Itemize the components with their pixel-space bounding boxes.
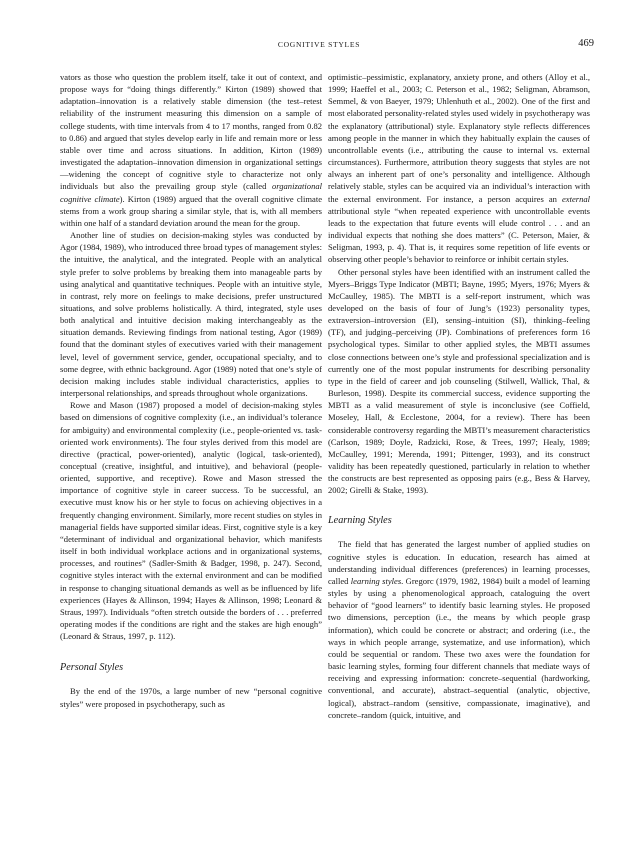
paragraph: Another line of studies on decision-making styles was conducted by Agor (1984, 1989), who introduced three broad types of management styles: the intuitive, the analytical, and the integrated. People with an analytical style prefer to solve problems by breaking them into manageable parts by using analytical and quantitative techniques. People with an intuitive style, in contrast, rely more on feelings to make decisions, prefer unstructured situations, and solve problems holistically. A third, integrated, style uses both analytical and intuitive decision making interchangeably as the situation demands. Reviewing findings from national testing, Agor (1989) found that the dominant styles of executives varied with their management level, level of government service, gender, occupational specialty, and to some degree, with ethnic background. Agor (1989) noted that one’s style of decision making includes stable individual characteristics, applies to interpersonal relationships, and spreads throughout whole organizations. <box>60 230 322 399</box>
emphasis: external <box>561 193 590 204</box>
left-column <box>60 71 322 710</box>
emphasis: learning styles <box>350 575 402 586</box>
paragraph: Other personal styles have been identified with an instrument called the Myers–Briggs Type Indicator (MBTI; Bayne, 1995; Myers, 1976; Myers & McCaulley, 1985). The MBTI is a self-report instrument, which was developed on the basis of four of Jung’s (1923) personality types, extraversion–introversion (EI), sensing–intuition (SI), thinking–feeling (TF), and judging–perceiving (JP). Combinations of preferences form 16 psychological types. Similar to other applied styles, the MBTI assumes close connections between one’s style and professional specialization and is currently one of the most popular instruments for describing personality type in the field of career and job counseling (Stilwell, Wallick, Thal, & Burleson, 1998). Despite its commercial success, evidence supporting the MBTI as a valid measurement of style is inconclusive (see Coffield, Moseley, Hall, & Ecclestone, 2004, for a review). There has been considerable controversy regarding the MBTI’s measurement characteristics (Carlson, 1989; Doyle, Radzicki, Rose, & Trees, 1997; Healy, 1989; McCaulley, 1991; Merenda, 1991; Pittenger, 1993), and its construct validity has been repeatedly questioned, particularly in relation to whether the constructs are best represented as opposing pairs (e.g., Bess & Harvey, 2002; Girelli & Stake, 1993). <box>328 266 590 496</box>
section-heading: Personal Styles <box>60 662 124 674</box>
emphasis: organizational cognitive climate <box>60 181 322 204</box>
running-head: COGNITIVE STYLES <box>277 40 361 49</box>
right-column <box>328 71 590 721</box>
section-heading: Learning Styles <box>328 515 392 527</box>
page-number: 469 <box>578 38 594 49</box>
paragraph: Rowe and Mason (1987) proposed a model of decision-making styles based on dimensions of cognitive complexity (i.e., an individual’s tolerance for ambiguity) and environmental complexity (i.e., people-oriented vs. task-oriented work environments). The four styles derived from this model are directive (practical, power-oriented), analytic (logical, task-oriented), conceptual (creative, insightful, and intuitive), and behavioral (people-oriented, supportive, and receptive). Rowe and Mason stressed the importance of cognitive style in career success. To be successful, an executive must know his or her style to focus on achieving objectives in a frequently changing environment. Similarly, more recent studies on styles in managerial fields have supported similar ideas. First, cognitive style is a key “determinant of individual and organizational behavior, which manifests itself in both individual workplace actions and in organizational systems, processes, and routines” (Sadler-Smith & Badger, 1998, p. 247). Second, cognitive styles interact with the external environment and can be modified in response to changing situational demands as well as be influenced by life experiences (Hayes & Allinson, 1994; Hayes & Allinson, 1998; Leonard & Straus, 1997). Individuals “often stretch outside the borders of . . . preferred operating modes if the conditions are right and the stakes are high enough” (Leonard & Straus, 1997, p. 112). <box>60 400 322 642</box>
paragraph: optimistic–pessimistic, explanatory, anxiety prone, and others (Alloy et al., 1999; Haeffel et al., 2003; C. Peterson et al., 1982; Seligman, Abramson, Semmel, & von Baeyer, 1979; Uhlenhuth et al., 2002). One of the first and most elaborated personality-related styles used widely in psychotherapy was the explanatory (attributional) style. Explanatory style reflects differences among people in the manner in which they habitually explain the causes of uncontrollable events (i.e., attributing the cause to internal vs. external circumstances). Furthermore, attribution theory suggests that styles are not always an inherent part of one’s personality and intelligence. Although relatively stable, styles can be acquired via an individual’s interaction with the external environment. For instance, a person acquires an external attributional style “when repeated experience with uncontrollable events leads to the expectation that future events will elude control . . . and an individual expects that nothing she does matters” (C. Peterson, Maier, & Seligman, 1993, p. 4). That is, it requires some repetition of life events or observing other people’s behavior to reinforce or inhibit certain styles. <box>328 72 590 265</box>
paragraph: vators as those who question the problem itself, take it out of context, and propose ways for “doing things differently.” Kirton (1989) showed that adaptation–innovation is a relatively stable dimension (the test–retest reliability of the instrument measuring this dimension on a sample of college students, with time intervals from 4 to 17 months, ranged from 0.82 to 0.86) and argued that styles develop early in life and remain more or less stable over time and across situations. In addition, Kirton (1989) investigated the adaptation–innovation dimension in organizational settings—widening the concept of cognitive style to characterize not only individuals but also the prevailing group style (called organizational cognitive climate). Kirton (1989) argued that the overall cognitive climate stems from a work group sharing a similar style, that is, with all members within one half of a standard deviation around the mean for the group. <box>60 72 322 228</box>
paragraph: By the end of the 1970s, a large number of new “personal cognitive styles” were proposed in psychotherapy, such as <box>60 686 322 709</box>
page-header <box>0 40 638 56</box>
paragraph: The field that has generated the largest number of applied studies on cognitive styles is education. In education, research has aimed at understanding individual differences (preferences) in learning processes, called learning styles. Gregorc (1979, 1982, 1984) built a model of learning styles by using a phenomenological approach, cataloguing the overt behavior of “good learners” to identify basic learning styles. He proposed two dimensions, perception (i.e., the means by which people grasp information), which could be concrete or abstract; and ordering (i.e., the ways in which people arrange, systematize, and use information), which could be sequential or random. These two axes were the foundation for basic learning styles, forming four different channels that mediate ways of receiving and expressing information: concrete–sequential (hardworking, conventional, and accurate), abstract–sequential (analytic, objective, logical), abstract–random (sensitive, compassionate, imaginative), and concrete–random (quick, intuitive, and <box>328 539 590 720</box>
